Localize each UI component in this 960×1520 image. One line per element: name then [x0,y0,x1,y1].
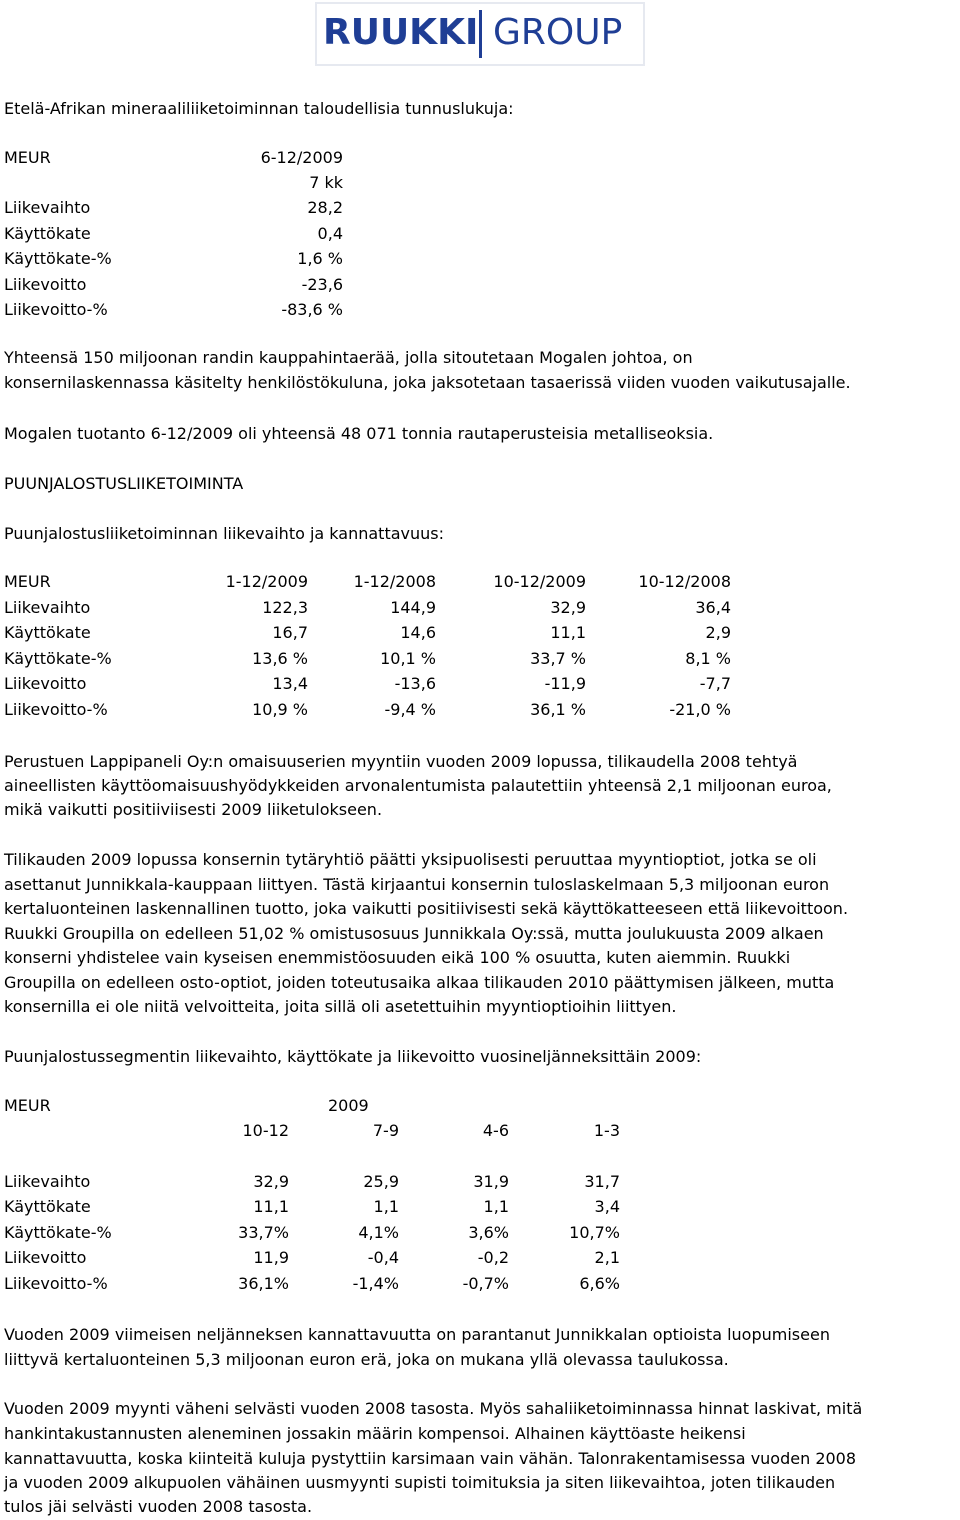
company-logo [315,2,645,66]
wood-row-label: Liikevaihto [4,598,91,617]
wood-cell: 122,3 [262,598,308,617]
paragraph-line: ja vuoden 2009 alkupuolen vähäinen uusmyynti supisti toimituksia ja siten liikevaihtoa, joten tilikauden [4,1473,836,1492]
wood-cell: 2,9 [705,623,731,642]
wood-header-col: 1-12/2008 [353,572,436,591]
sa-row-label: Liikevaihto [4,198,91,217]
wood-cell: 10,1 % [380,649,436,668]
logo-text-right: GROUP [493,12,623,53]
paragraph-line: hankintakustannusten aleneminen jossakin määrin kompensoi. Alhainen käyttöaste heikensi [4,1424,746,1443]
quarter-cell: 2,1 [594,1248,620,1267]
quarter-row-label: Liikevoitto [4,1248,87,1267]
paragraph-line: konsernilla ei ole niitä velvoitteita, joita sillä oli asetettuihin myyntioptioihin liittyen. [4,997,677,1016]
wood-cell: -13,6 [394,674,436,693]
paragraph-line: Vuoden 2009 viimeisen neljänneksen kannattavuutta on parantanut Junnikkalan optioista luopumiseen [4,1325,830,1344]
wood-row-label: Liikevoitto-% [4,700,108,719]
wood-header-col: 10-12/2008 [638,572,731,591]
sa-row-label: Käyttökate [4,224,91,243]
wood-cell: -7,7 [699,674,731,693]
wood-cell: 32,9 [550,598,586,617]
paragraph-line: Tilikauden 2009 lopussa konsernin tytäryhtiö päätti yksipuolisesti peruuttaa myyntioptiot, jotka se oli [4,850,817,869]
paragraph-line: konserni yhdistelee vain kyseisen enemmistöosuuden eikä 100 % osuutta, kuten aiemmin. Ruukki [4,948,791,967]
quarter-title: Puunjalostussegmentin liikevaihto, käyttökate ja liikevoitto vuosineljänneksittäin 2009: [4,1047,702,1066]
sa-row-value: -23,6 [301,275,343,294]
wood-row-label: Käyttökate [4,623,91,642]
quarter-cell: 11,1 [253,1197,289,1216]
wood-cell: -9,4 % [384,700,436,719]
quarter-cell: 10,7% [569,1223,620,1242]
wood-cell: 13,4 [272,674,308,693]
paragraph-line: tulos jäi selvästi vuoden 2008 tasosta. [4,1497,313,1516]
paragraph-line: Mogalen tuotanto 6-12/2009 oli yhteensä 48 071 tonnia rautaperusteisia metalliseoksia. [4,424,714,443]
paragraph-line: Groupilla on edelleen osto-optiot, joiden toteutusaika alkaa tilikauden 2010 päättymisen jälkeen, mutta [4,973,835,992]
quarter-header-label: MEUR [4,1096,51,1115]
sa-header-label: MEUR [4,148,51,167]
quarter-cell: 3,4 [594,1197,620,1216]
quarter-cell: 11,9 [253,1248,289,1267]
wood-cell: 144,9 [390,598,436,617]
quarter-row-label: Liikevaihto [4,1172,91,1191]
wood-header-label: MEUR [4,572,51,591]
quarter-cell: -0,2 [477,1248,509,1267]
sa-header-sub: 7 kk [309,173,343,192]
wood-cell: 33,7 % [530,649,586,668]
wood-title: Puunjalostusliiketoiminnan liikevaihto ja kannattavuus: [4,524,445,543]
quarter-row-label: Käyttökate-% [4,1223,112,1242]
wood-header-col: 10-12/2009 [493,572,586,591]
quarter-cell: 36,1% [238,1274,289,1293]
quarter-row-label: Liikevoitto-% [4,1274,108,1293]
quarter-header-col: 10-12 [242,1121,289,1140]
quarter-cell: 3,6% [468,1223,509,1242]
sa-row-value: 0,4 [317,224,343,243]
sa-row-value: 1,6 % [297,249,343,268]
paragraph-line: kannattavuutta, koska kiinteitä kuluja pystyttiin karsimaan vain vähän. Talonrakentamisessa vuoden 2008 [4,1449,857,1468]
paragraph-line: Perustuen Lappipaneli Oy:n omaisuuserien myyntiin vuoden 2009 lopussa, tilikaudella 2008 tehtyä [4,752,798,771]
quarter-header-col: 1-3 [593,1121,620,1140]
quarter-header-col: 4-6 [482,1121,509,1140]
section-heading: PUUNJALOSTUSLIIKETOIMINTA [4,474,244,493]
quarter-cell: -1,4% [352,1274,399,1293]
wood-cell: 11,1 [550,623,586,642]
quarter-row-label: Käyttökate [4,1197,91,1216]
paragraph-line: mikä vaikutti positiiviisesti 2009 liiketulokseen. [4,800,383,819]
paragraph-line: Yhteensä 150 miljoonan randin kauppahintaerää, jolla sitoutetaan Mogalen johtoa, on [4,348,693,367]
sa-row-value: 28,2 [307,198,343,217]
wood-cell: -11,9 [544,674,586,693]
quarter-cell: 33,7% [238,1223,289,1242]
quarter-cell: -0,4 [367,1248,399,1267]
paragraph-line: asettanut Junnikkala-kauppaan liittyen. Tästä kirjaantui konsernin tuloslaskelmaan 5,3 miljoonan euron [4,875,830,894]
quarter-cell: 31,7 [584,1172,620,1191]
quarter-cell: 32,9 [253,1172,289,1191]
wood-cell: 14,6 [400,623,436,642]
sa-row-label: Käyttökate-% [4,249,112,268]
paragraph-line: kertaluonteinen laskennallinen tuotto, joka vaikutti positiivisesti sekä käyttökatteeseen että liikevoittoon. [4,899,849,918]
quarter-header-year: 2009 [328,1096,369,1115]
wood-cell: 36,4 [695,598,731,617]
sa-row-value: -83,6 % [281,300,343,319]
sa-header-period: 6-12/2009 [260,148,343,167]
wood-cell: -21,0 % [669,700,731,719]
quarter-cell: 4,1% [358,1223,399,1242]
wood-cell: 36,1 % [530,700,586,719]
paragraph-line: konsernilaskennassa käsitelty henkilöstökuluna, joka jaksotetaan tasaerissä viiden vuoden vaikutusajalle. [4,373,851,392]
sa-title: Etelä-Afrikan mineraaliliiketoiminnan taloudellisia tunnuslukuja: [4,99,514,118]
logo-text-left: RUUKKI [323,12,479,53]
paragraph-line: liittyvä kertaluonteinen 5,3 miljoonan euron erä, joka on mukana yllä olevassa taulukossa. [4,1350,729,1369]
quarter-cell: 25,9 [363,1172,399,1191]
quarter-cell: 6,6% [579,1274,620,1293]
wood-cell: 16,7 [272,623,308,642]
wood-header-col: 1-12/2009 [225,572,308,591]
wood-cell: 8,1 % [685,649,731,668]
quarter-header-col: 7-9 [372,1121,399,1140]
logo-divider [479,10,482,58]
wood-cell: 10,9 % [252,700,308,719]
sa-row-label: Liikevoitto [4,275,87,294]
sa-row-label: Liikevoitto-% [4,300,108,319]
wood-row-label: Käyttökate-% [4,649,112,668]
paragraph-line: aineellisten käyttöomaisuushyödykkeiden arvonalentumista palautettiin yhteensä 2,1 miljoonan euroa, [4,776,832,795]
quarter-cell: 1,1 [483,1197,509,1216]
wood-cell: 13,6 % [252,649,308,668]
quarter-cell: 1,1 [373,1197,399,1216]
quarter-cell: 31,9 [473,1172,509,1191]
paragraph-line: Ruukki Groupilla on edelleen 51,02 % omistusosuus Junnikkala Oy:ssä, mutta joulukuusta 2009 alkaen [4,924,824,943]
wood-row-label: Liikevoitto [4,674,87,693]
quarter-cell: -0,7% [462,1274,509,1293]
paragraph-line: Vuoden 2009 myynti väheni selvästi vuoden 2008 tasosta. Myös sahaliiketoiminnassa hinnat laskivat, mitä [4,1399,863,1418]
